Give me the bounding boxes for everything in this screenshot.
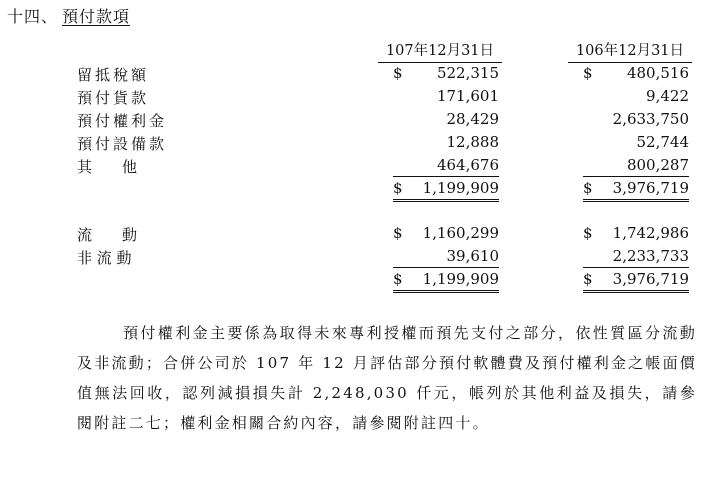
amount: 3,976,719 [612,270,689,288]
total-cell [393,270,499,293]
row-label: 預付設備款 [77,135,168,153]
section-number: 十四、 [7,7,59,26]
amount: 28,429 [446,110,499,128]
value-cell [393,247,499,268]
amount: 1,199,909 [422,179,499,197]
value-cell [393,64,499,84]
amount: 52,744 [636,133,689,151]
table-row [0,87,720,109]
section-title: 預付款項 [62,7,131,26]
value-cell [583,110,689,130]
row-label: 非 流 動 [77,249,132,267]
amount: 800,287 [626,156,689,174]
value-cell [393,110,499,130]
amount: 2,633,750 [612,110,689,128]
total-cell [393,179,499,202]
currency-symbol: $ [583,270,593,288]
value-cell [583,133,689,153]
value-cell [393,156,499,177]
table-row [0,156,720,178]
value-cell [393,224,499,244]
total-cell [583,270,689,293]
amount: 39,610 [446,247,499,265]
total-row [0,179,720,201]
value-cell [583,224,689,244]
amount: 9,422 [646,87,689,105]
value-cell [583,247,689,268]
value-cell [393,87,499,107]
currency-symbol: $ [583,64,593,82]
value-cell [583,156,689,177]
amount: 1,199,909 [422,270,499,288]
row-label: 其 他 [77,158,138,176]
row-label: 流 動 [77,226,138,244]
total-cell [583,179,689,202]
currency-symbol: $ [583,179,593,197]
currency-symbol: $ [393,224,403,242]
value-cell [393,133,499,153]
amount: 3,976,719 [612,179,689,197]
amount: 2,233,733 [612,247,689,265]
currency-symbol: $ [583,224,593,242]
total-row [0,270,720,292]
column-header-2018: 107年12月31日 [378,39,502,63]
currency-symbol: $ [393,270,403,288]
row-label: 預付貨款 [77,89,150,107]
amount: 522,315 [436,64,499,82]
note-paragraph: 預付權利金主要係為取得未來專利授權而預先支付之部分，依性質區分流動及非流動；合併公司於 107 年 12 月評估部分預付軟體費及預付權利金之帳面價值無法回收，認列減損損失計 2,248,030 仟元，帳列於其他利益及損失，請參閱附註二七；權利金相關合約內容，請參閱附註四十。 [77,324,697,432]
amount: 171,601 [436,87,499,105]
currency-symbol: $ [393,179,403,197]
amount: 1,742,986 [612,224,689,242]
currency-symbol: $ [393,64,403,82]
column-header-2017: 106年12月31日 [568,39,692,63]
amount: 464,676 [436,156,499,174]
section-heading [7,4,130,27]
table-row [0,110,720,132]
value-cell [583,64,689,84]
value-cell [583,87,689,107]
amount: 1,160,299 [422,224,499,242]
table-row [0,133,720,155]
amount: 12,888 [446,133,499,151]
amount: 480,516 [626,64,689,82]
table-row [0,224,720,246]
table-row [0,64,720,86]
row-label: 預付權利金 [77,112,168,130]
row-label: 留抵稅額 [77,66,150,84]
table-row [0,247,720,269]
